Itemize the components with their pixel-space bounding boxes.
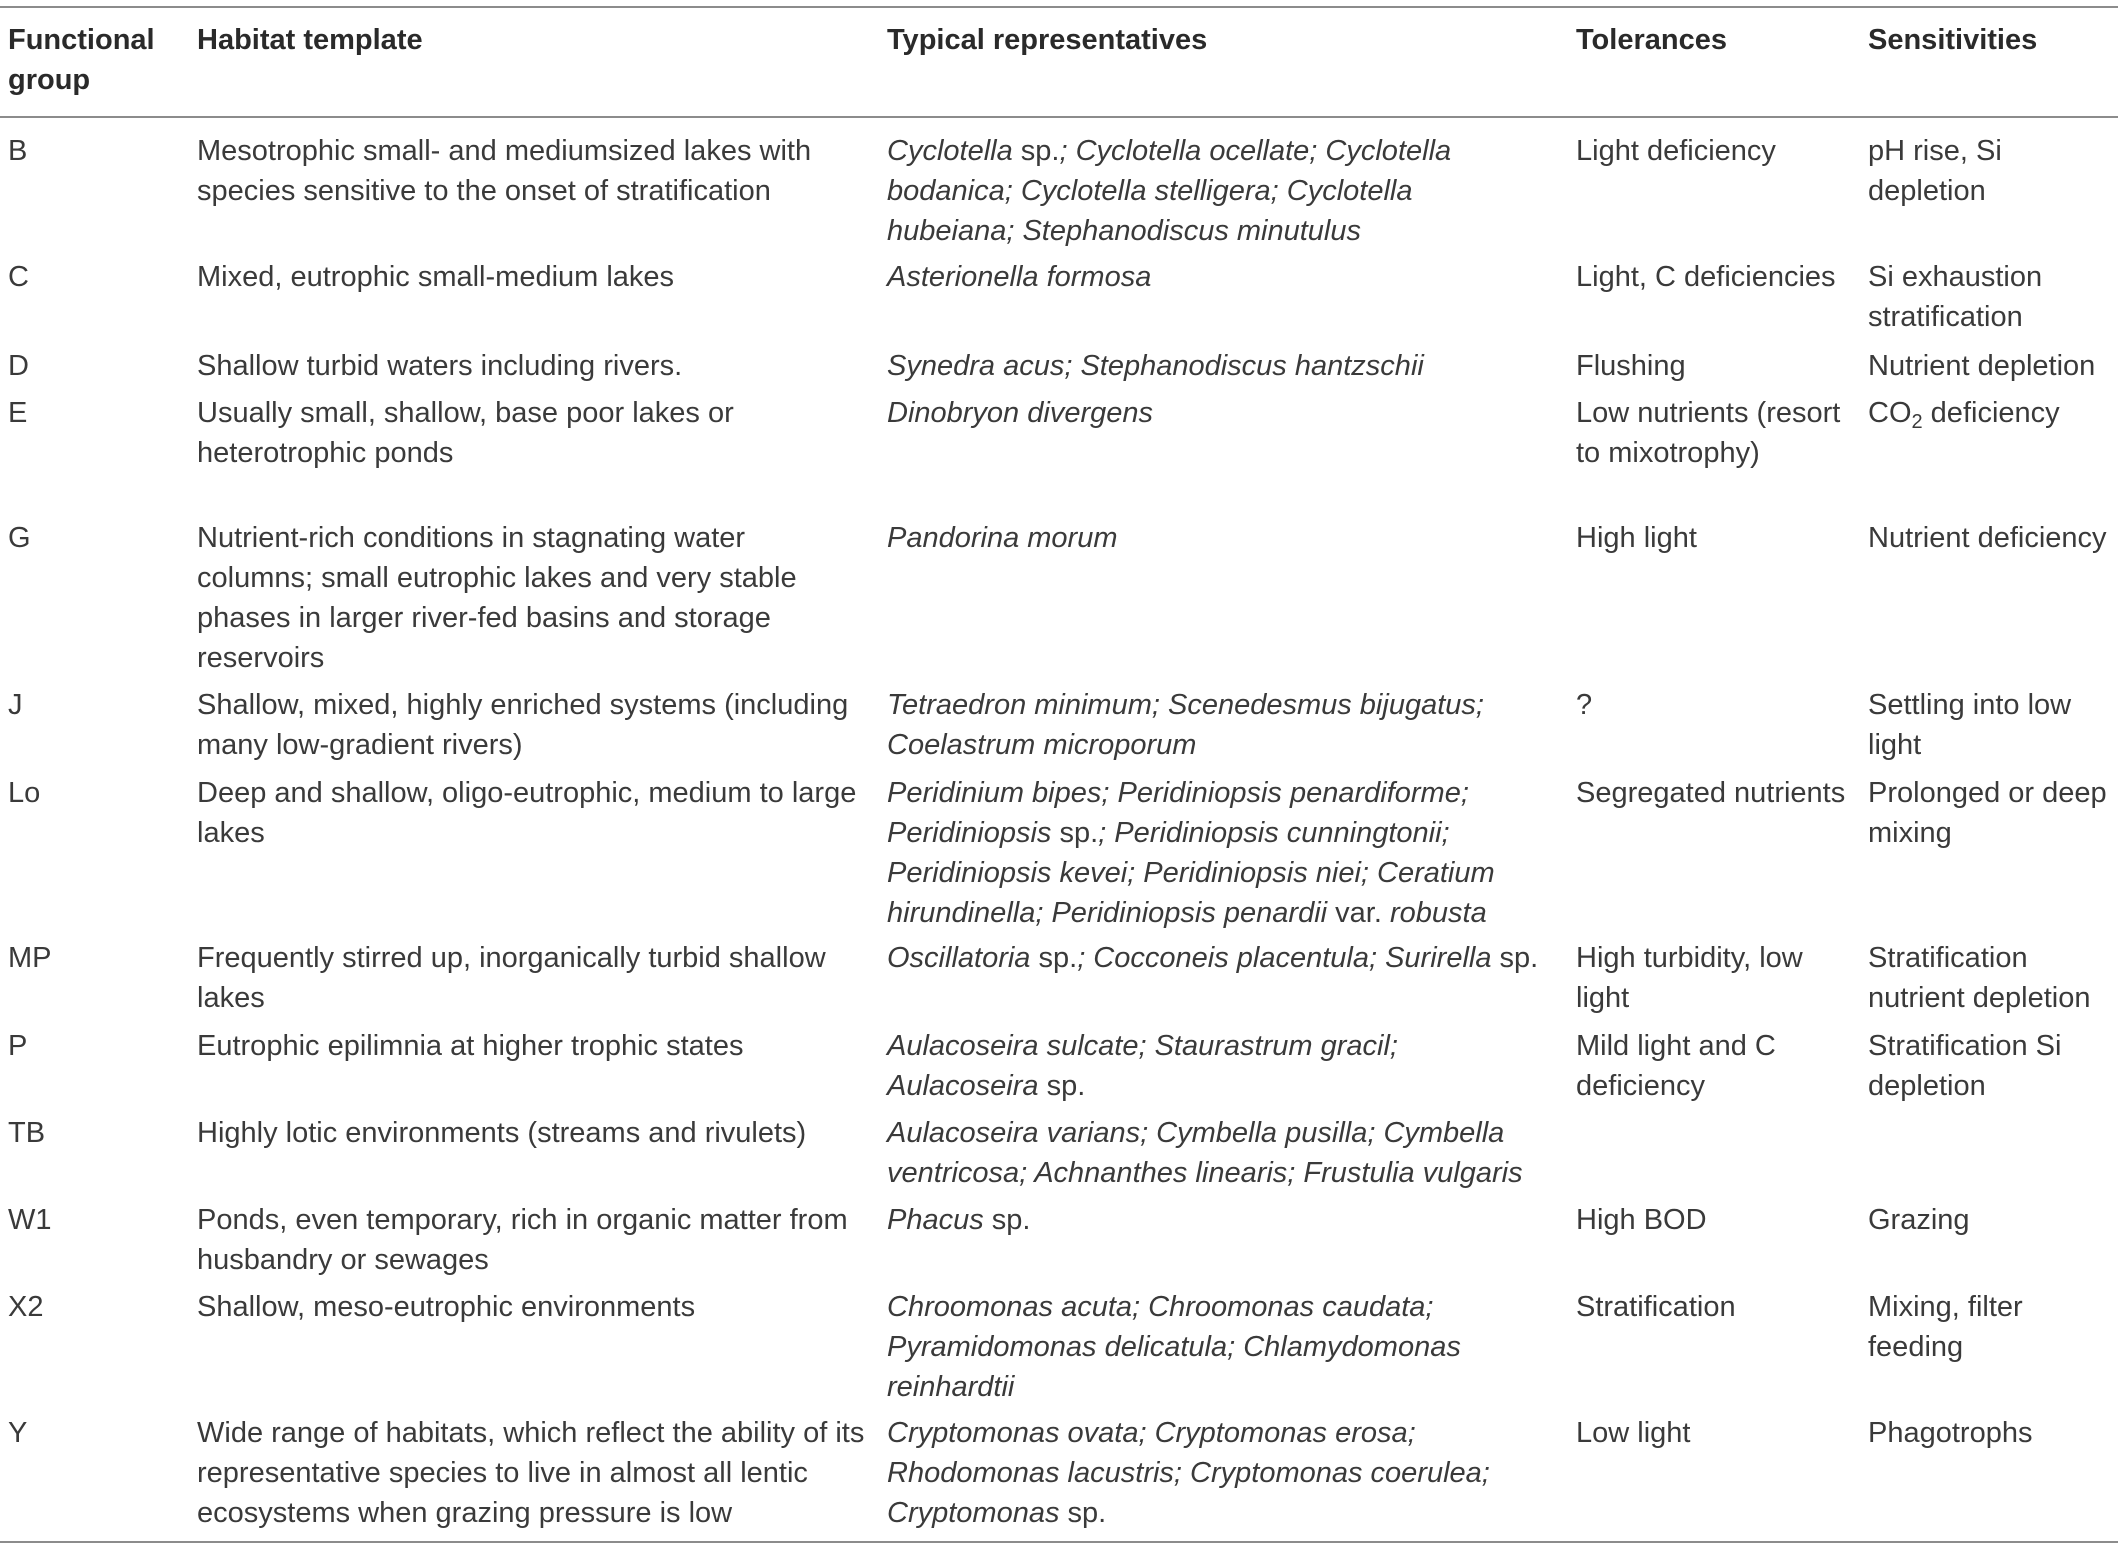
header-habitat-template: Habitat template [197,24,423,56]
row-y-tolerances: Low light [1576,1417,1691,1449]
row-lo-habitat: Deep and shallow, oligo-eutrophic, medium to large lakes [197,777,857,849]
row-lo-representatives: Peridinium bipes; Peridiniopsis penardiforme; Peridiniopsis sp.; Peridiniopsis cunningtonii; Peridiniopsis kevei; Peridiniopsis niei; Ceratium hirundinella; Peridiniopsis penardii var. robusta [887,777,1495,929]
non-italic-abbrev: sp. [1046,1070,1086,1102]
row-mp-group: MP [8,942,52,974]
row-e-sensitivities: $CO_2$ deficiency [1868,397,2060,433]
row-lo-tolerances: Segregated nutrients [1576,777,1846,809]
table-top-rule [0,6,2118,8]
row-w1-tolerances: High BOD [1576,1204,1707,1236]
row-w1-sensitivities: Grazing [1868,1204,1970,1236]
row-y-sensitivities: Phagotrophs [1868,1417,2033,1449]
row-y-representatives: Cryptomonas ovata; Cryptomonas erosa; Rhodomonas lacustris; Cryptomonas coerulea; Cryptomonas sp. [887,1417,1490,1529]
non-italic-abbrev: sp. [1038,942,1078,974]
header-functional-group: Functional group [8,24,155,96]
row-g-representatives: Pandorina morum [887,522,1118,554]
row-e-representatives: Dinobryon divergens [887,397,1153,429]
row-g-group: G [8,522,31,554]
header-sensitivities: Sensitivities [1868,24,2038,56]
row-tb-group: TB [8,1117,46,1149]
row-c-sensitivities: Si exhaustion stratification [1868,261,2043,333]
row-w1-habitat: Ponds, even temporary, rich in organic matter from husbandry or sewages [197,1204,848,1276]
row-p-tolerances: Mild light and C deficiency [1576,1030,1776,1102]
row-d-representatives: Synedra acus; Stephanodiscus hantzschii [887,350,1424,382]
row-c-group: C [8,261,29,293]
row-b-representatives: Cyclotella sp.; Cyclotella ocellate; Cyclotella bodanica; Cyclotella stelligera; Cyclotella hubeiana; Stephanodiscus minutulus [887,135,1452,247]
row-y-habitat: Wide range of habitats, which reflect the ability of its representative species to live in almost all lentic ecosystems when grazing pressure is low [197,1417,865,1529]
header-tolerances: Tolerances [1576,24,1727,56]
row-e-group: E [8,397,28,429]
row-d-sensitivities: Nutrient depletion [1868,350,2096,382]
non-italic-abbrev: var. [1335,897,1382,929]
row-d-habitat: Shallow turbid waters including rivers. [197,350,683,382]
row-b-habitat: Mesotrophic small- and mediumsized lakes with species sensitive to the onset of stratification [197,135,812,207]
row-j-group: J [8,689,23,721]
row-j-sensitivities: Settling into low light [1868,689,2072,761]
table-bottom-rule [0,1541,2118,1543]
row-x2-representatives: Chroomonas acuta; Chroomonas caudata; Pyramidomonas delicatula; Chlamydomonas reinhardtii [887,1291,1461,1403]
row-c-tolerances: Light, C deficiencies [1576,261,1836,293]
non-italic-abbrev: sp. [1059,817,1099,849]
row-j-habitat: Shallow, mixed, highly enriched systems (including many low-gradient rivers) [197,689,849,761]
row-p-sensitivities: Stratification Si depletion [1868,1030,2062,1102]
non-italic-abbrev: sp. [1020,135,1060,167]
row-g-habitat: Nutrient-rich conditions in stagnating water columns; small eutrophic lakes and very stable phases in larger river-fed basins and storage reservoirs [197,522,797,674]
row-e-habitat: Usually small, shallow, base poor lakes or heterotrophic ponds [197,397,734,469]
row-w1-representatives: Phacus sp. [887,1204,1031,1236]
row-j-representatives: Tetraedron minimum; Scenedesmus bijugatus; Coelastrum microporum [887,689,1484,761]
row-x2-group: X2 [8,1291,44,1323]
row-c-habitat: Mixed, eutrophic small-medium lakes [197,261,675,293]
row-b-group: B [8,135,28,167]
row-y-group: Y [8,1417,28,1449]
row-d-group: D [8,350,29,382]
row-lo-group: Lo [8,777,41,809]
row-x2-habitat: Shallow, meso-eutrophic environments [197,1291,696,1323]
row-p-group: P [8,1030,28,1062]
non-italic-abbrev: sp. [1499,942,1539,974]
row-j-tolerances: ? [1576,689,1593,721]
row-tb-habitat: Highly lotic environments (streams and rivulets) [197,1117,807,1149]
row-mp-habitat: Frequently stirred up, inorganically turbid shallow lakes [197,942,826,1014]
row-mp-representatives: Oscillatoria sp.; Cocconeis placentula; Surirella sp. [887,942,1539,974]
row-p-habitat: Eutrophic epilimnia at higher trophic states [197,1030,744,1062]
row-x2-tolerances: Stratification [1576,1291,1736,1323]
row-g-sensitivities: Nutrient deficiency [1868,522,2107,554]
row-x2-sensitivities: Mixing, filter feeding [1868,1291,2023,1363]
row-w1-group: W1 [8,1204,52,1236]
non-italic-abbrev: sp. [991,1204,1031,1236]
row-p-representatives: Aulacoseira sulcate; Staurastrum gracil; Aulacoseira sp. [887,1030,1398,1102]
non-italic-abbrev: sp. [1067,1497,1107,1529]
row-mp-sensitivities: Stratification nutrient depletion [1868,942,2091,1014]
table-header-rule [0,116,2118,118]
row-b-tolerances: Light deficiency [1576,135,1776,167]
row-b-sensitivities: pH rise, Si depletion [1868,135,2002,207]
row-tb-representatives: Aulacoseira varians; Cymbella pusilla; Cymbella ventricosa; Achnanthes linearis; Frustulia vulgaris [887,1117,1523,1189]
row-e-tolerances: Low nutrients (resort to mixotrophy) [1576,397,1841,469]
row-d-tolerances: Flushing [1576,350,1686,382]
row-g-tolerances: High light [1576,522,1697,554]
header-typical-representatives: Typical representatives [887,24,1208,56]
row-lo-sensitivities: Prolonged or deep mixing [1868,777,2107,849]
row-mp-tolerances: High turbidity, low light [1576,942,1803,1014]
row-c-representatives: Asterionella formosa [887,261,1152,293]
